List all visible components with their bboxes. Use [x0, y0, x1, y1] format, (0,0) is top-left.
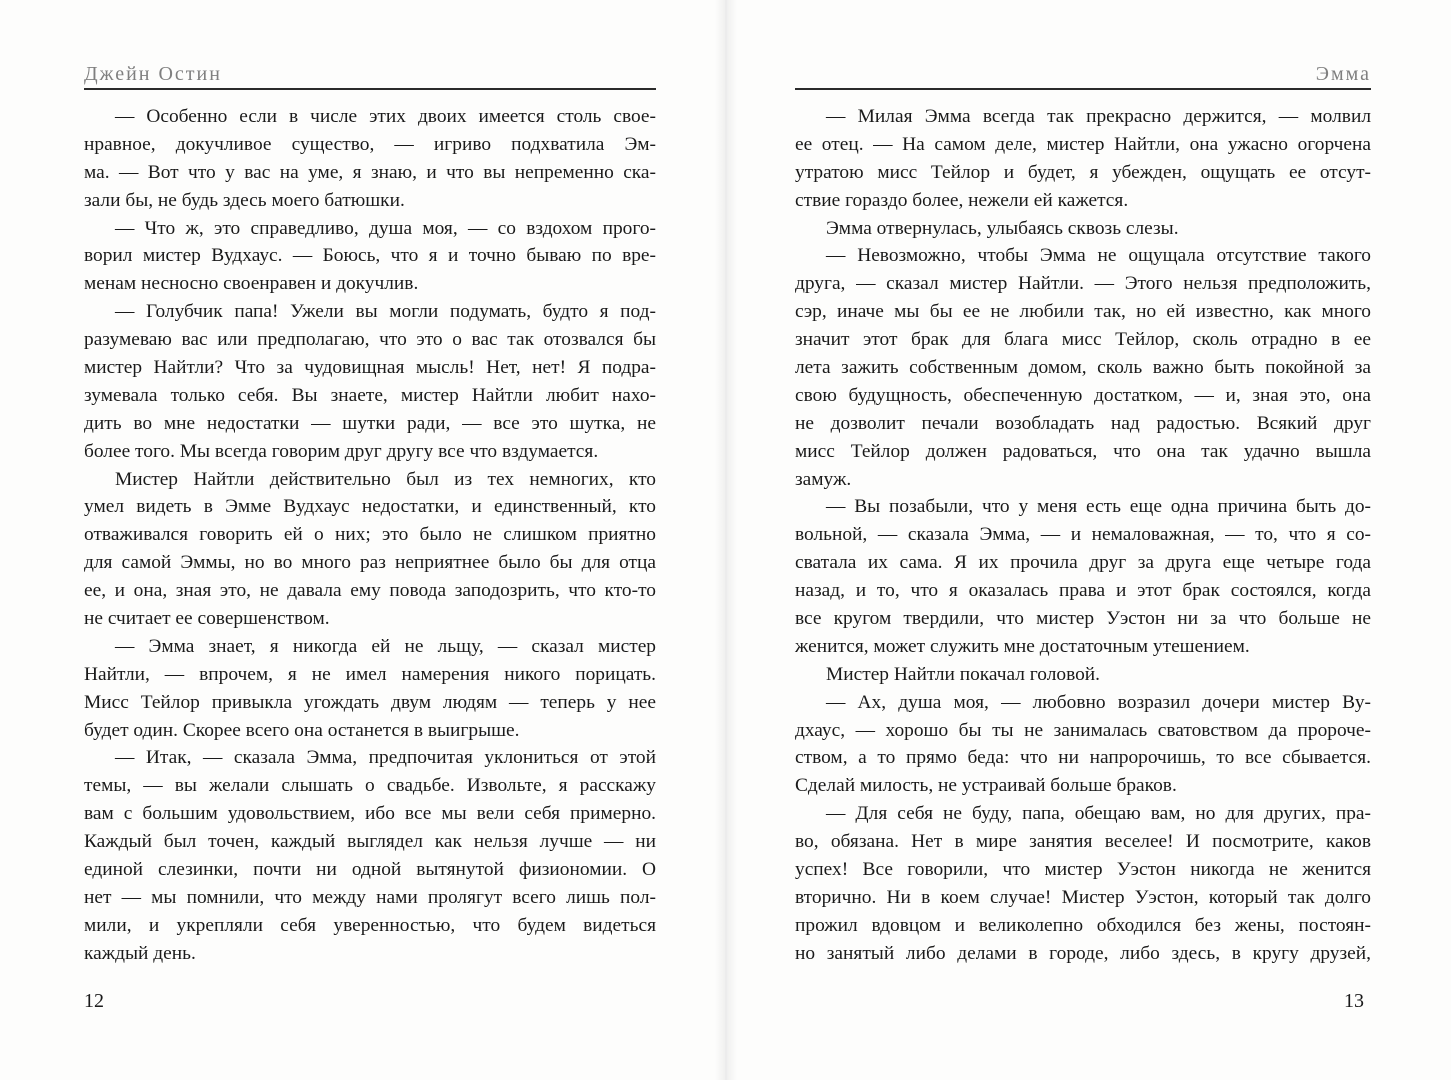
- text-line: мили, и укрепляли себя уверенностью, что будем видеться: [84, 914, 656, 936]
- running-head-author: [84, 62, 656, 90]
- text-line: единой слезинки, почти ни одной вытянутой физиономии. О: [84, 859, 656, 881]
- text-line: Сделай милость, не устраивай больше браков.: [795, 775, 1177, 797]
- text-line: мистер Найтли? Что за чудовищная мысль! Нет, нет! Я подра-: [84, 357, 656, 379]
- text-line: вторично. Ни в коем случае! Мистер Уэстон, который так долго: [795, 886, 1371, 908]
- text-line: — Милая Эмма всегда так прекрасно держится, — молвил: [826, 106, 1371, 127]
- text-line: во, обязана. Нет в мире занятия веселее! И посмотрите, каков: [795, 831, 1371, 853]
- text-line: дхаус, — хорошо бы ты не занималась сватовством да пророче-: [795, 719, 1371, 741]
- text-line: ствие гораздо более, нежели ей кажется.: [795, 189, 1129, 211]
- text-line: зали бы, не будь здесь моего батюшки.: [84, 189, 405, 211]
- text-line: ма. — Вот что у вас на уме, я знаю, и что вы непременно ска-: [84, 161, 656, 183]
- right-page: [795, 0, 1371, 1080]
- text-line: вольной, — сказала Эмма, — и немаловажная, — то, что я со-: [795, 524, 1371, 546]
- text-line: мисс Тейлор должен радоваться, что она так удачно вышла: [795, 440, 1371, 462]
- left-page: [84, 0, 656, 1080]
- right-page-body-text: [795, 103, 1371, 968]
- text-line: отваживался говорить ей о них; это было не слишком приятно: [84, 524, 656, 546]
- left-page-number: 12: [84, 990, 104, 1012]
- text-line: — Особенно если в числе этих двоих имеется столь свое-: [115, 106, 656, 127]
- text-line: утратою мисс Тейлор и будет, я убежден, ощущать ее отсут-: [795, 161, 1371, 183]
- text-line: вам с большим удовольствием, ибо все мы вели себя примерно.: [84, 803, 656, 825]
- text-line: не дозволит печали возобладать над радостью. Всякий друг: [795, 412, 1371, 434]
- running-head-title-text: Эмма: [1315, 63, 1371, 85]
- text-line: лета зажить собственным домом, сколь важно быть покойной за: [795, 357, 1371, 379]
- text-line: ее отец. — На самом деле, мистер Найтли, она ужасно огорчена: [795, 133, 1371, 155]
- text-line: женится, может служить мне достаточным утешением.: [795, 635, 1250, 657]
- running-head-title: [795, 62, 1371, 90]
- text-line: — Вы позабыли, что у меня есть еще одна причина быть до-: [826, 496, 1371, 518]
- running-head-author-text: Джейн Остин: [84, 63, 222, 85]
- text-line: более того. Мы всегда говорим друг другу все что вздумается.: [84, 440, 599, 462]
- text-line: не считает ее совершенством.: [84, 608, 330, 630]
- text-line: Мисс Тейлор привыкла угождать двум людям — теперь у нее: [84, 691, 656, 713]
- book-gutter: [715, 0, 737, 1080]
- text-line: значит этот брак для блага мисс Тейлор, сколь отрадно в ее: [795, 329, 1371, 351]
- text-line: Мистер Найтли действительно был из тех немногих, кто: [115, 468, 656, 490]
- text-line: — Голубчик папа! Ужели вы могли подумать, будто я под-: [115, 301, 656, 323]
- text-line: друга, — сказал мистер Найтли. — Этого нельзя предположить,: [795, 273, 1371, 295]
- text-line: менам несносно своенравен и докучлив.: [84, 273, 419, 295]
- text-line: ее, и она, зная это, не давала ему повода заподозрить, что кто-то: [84, 580, 656, 602]
- text-line: Каждый был точен, каждый выглядел как нельзя лучше — ни: [84, 831, 656, 853]
- text-line: Найтли, — впрочем, я не имел намерения никого порицать.: [84, 663, 656, 685]
- text-line: будет один. Скорее всего она останется в выигрыше.: [84, 719, 520, 741]
- text-line: — Что ж, это справедливо, душа моя, — со вздохом прого-: [115, 217, 656, 239]
- text-line: Эмма отвернулась, улыбаясь сквозь слезы.: [826, 217, 1179, 239]
- right-page-number: 13: [1344, 990, 1364, 1012]
- text-line: свою будущность, обеспеченную достатком, — и, зная это, она: [795, 384, 1371, 406]
- text-line: ворил мистер Вудхаус. — Боюсь, что я и точно бываю по вре-: [84, 245, 656, 267]
- text-line: для самой Эммы, но во много раз неприятнее было бы для отца: [84, 552, 656, 574]
- text-line: умел видеть в Эмме Вудхаус недостатки, и единственный, кто: [84, 496, 656, 518]
- text-line: успех! Все говорили, что мистер Уэстон никогда не женится: [795, 859, 1371, 881]
- text-line: — Невозможно, чтобы Эмма не ощущала отсутствие такого: [826, 245, 1371, 267]
- text-line: — Ах, душа моя, — любовно возразил дочери мистер Ву-: [826, 691, 1371, 713]
- text-line: сватала их сама. Я их прочила друг за друга еще четыре года: [795, 552, 1371, 574]
- text-line: Мистер Найтли покачал головой.: [826, 663, 1101, 685]
- left-page-body-text: [84, 103, 656, 968]
- text-line: зумевала только себя. Вы знаете, мистер Найтли любит нахо-: [84, 384, 656, 406]
- text-line: сэр, иначе мы бы ее не любили так, но ей известно, как много: [795, 301, 1371, 323]
- text-line: нравное, докучливое существо, — игриво подхватила Эм-: [84, 133, 656, 155]
- text-line: но занятый либо делами в городе, либо здесь, в кругу друзей,: [795, 942, 1371, 964]
- text-line: прожил вдовцом и великолепно обходился без жены, постоян-: [795, 914, 1371, 936]
- text-line: каждый день.: [84, 942, 196, 964]
- text-line: ством, а то прямо беда: что ни напророчишь, то все сбывается.: [795, 747, 1371, 769]
- text-line: — Итак, — сказала Эмма, предпочитая уклониться от этой: [115, 747, 656, 769]
- text-line: разумеваю вас или предполагаю, что это о вас так отозвался бы: [84, 329, 656, 351]
- text-line: замуж.: [795, 468, 852, 490]
- text-line: дить во мне недостатки — шутки ради, — все это шутка, не: [84, 412, 656, 434]
- text-line: нет — мы помнили, что между нами пролягут всего лишь пол-: [84, 886, 656, 908]
- text-line: все кругом твердили, что мистер Уэстон ни за что больше не: [795, 608, 1371, 630]
- text-line: назад, и то, что я оказалась права и этот брак состоялся, когда: [795, 580, 1371, 602]
- text-line: темы, — вы желали слышать о свадьбе. Извольте, я расскажу: [84, 775, 656, 797]
- text-line: — Для себя не буду, папа, обещаю вам, но для других, пра-: [826, 803, 1371, 825]
- text-line: — Эмма знает, я никогда ей не льщу, — сказал мистер: [115, 635, 656, 657]
